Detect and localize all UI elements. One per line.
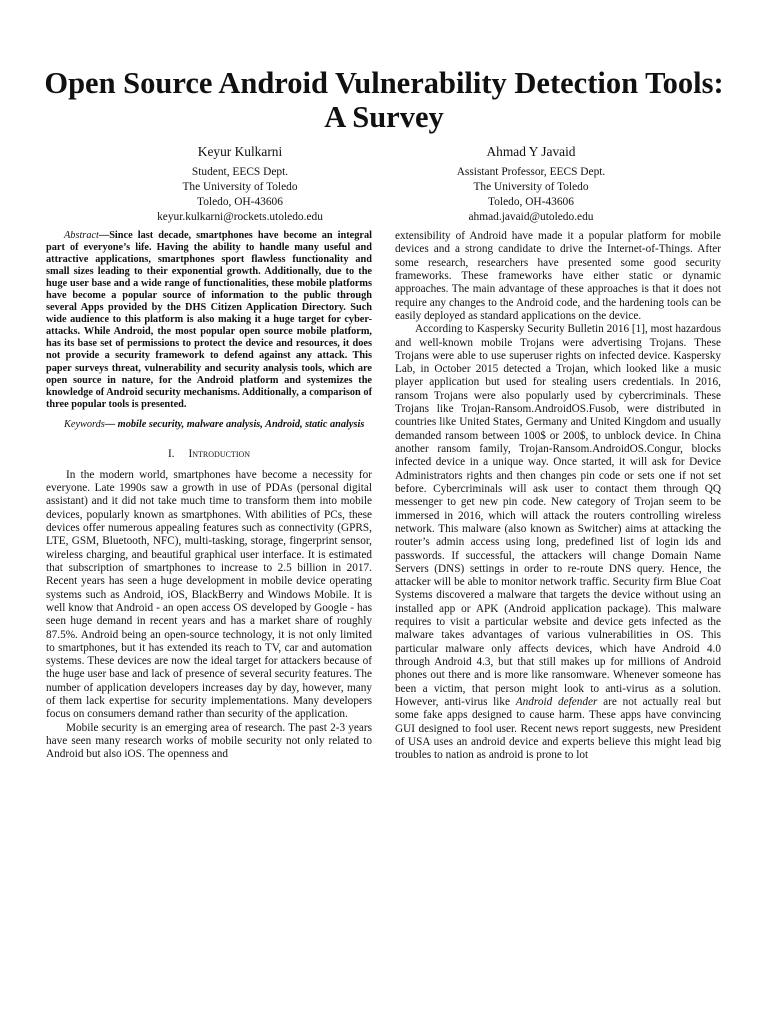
paper-title: Open Source Android Vulnerability Detection Tools: A Survey — [44, 66, 724, 134]
author-email: keyur.kulkarni@rockets.utoledo.edu — [157, 211, 323, 223]
author-affiliation: The University of Toledo — [182, 181, 298, 193]
body-paragraph: In the modern world, smartphones have become a necessity for everyone. Late 1990s saw a growth in use of PDAs (personal digital assistant) and it did not take much time to transform them into mobile devices, popularly known as smartphones. With abilities of PCs, these devices offer numerous appealing features such as connectivity (GPRS, LTE, GSM, Bluetooth, NFC), multi-tasking, storage, fingerprint sensor, wireless charging, and beautiful graphical user interface. It is estimated that subscription of smartphones to increase to 2.5 billion in 2017. Recent years has seen a huge development in mobile device operating systems such as Android, iOS, BlackBerry and Windows Mobile. It is well know that Android - an open access OS developed by Google - has seen huge demand in recent years and has a market share of roughly 87.5%. Android being an open-source technology, it is not only limited to smartphones, but it has extended its reach to TV, car and automation systems. These devices are now the ideal target for attackers because of the huge user base and lack of presence of several security features. The number of application developers increases day by day, however, many of them lack expertise for security implementations. Many developers focus on consumers demand rather than security of the application. — [46, 468, 372, 721]
keywords-lead: Keywords — [64, 418, 105, 430]
body-paragraph: Mobile security is an emerging area of research. The past 2-3 years have seen many research works of mobile security not only related to Android but also iOS. The openness and — [46, 721, 372, 761]
body-paragraph — [395, 323, 721, 762]
author-name: Keyur Kulkarni — [197, 144, 283, 159]
section-title: Introduction — [188, 447, 251, 460]
author-block-1 — [90, 143, 390, 225]
section-number: I. — [167, 447, 175, 460]
author-location: Toledo, OH-43606 — [488, 196, 574, 208]
right-column — [395, 230, 721, 763]
left-column — [46, 230, 372, 762]
abstract-text: —Since last decade, smartphones have become an integral part of everyone’s life. Having the ability to handle many useful and attractive applications, smartphones sport flawless functionality and small sizes leading to their exponential growth. Additionally, due to the huge user base and a wide range of functionalities, these mobile platforms have become a popular source of information to the public through several Apps provided by the DHS Citizen Application Directory. Such wide audience to this platform is also making it a huge target for cyber- attacks. While Android, the most popular open source mobile platform, has its base set of permissions to protect the device and resources, it does not provide a security framework to defend against any attack. This paper surveys threat, vulnerability and security analysis tools, which are open source in nature, for the Android platform and systemizes the knowledge of Android security mechanisms. Additionally, a comparison of three popular tools is presented. — [46, 230, 372, 410]
abstract-lead: Abstract — [64, 230, 99, 241]
keywords-text: — mobile security, malware analysis, Android, static analysis — [104, 418, 365, 430]
paragraph-text: are not actually real but some fake apps designed to cause harm. These apps have convincing GUI designed to fool user. Recent news report suggests, new President of USA uses an android device and experts believe this might lead big troubles to nation as android is prone to lot — [395, 695, 721, 762]
author-position: Assistant Professor, EECS Dept. — [456, 166, 606, 178]
author-name: Ahmad Y Javaid — [486, 144, 576, 159]
body-paragraph: extensibility of Android have made it a popular platform for mobile devices and a strong candidate to drive the Internet-of-Things. After some research, researchers have presented some good security frameworks. These frameworks have either static or dynamic approaches. The main advantage of these approaches is that it does not require any changes to the Android code, and the hardening tools can be easily deployed as standard applications on the device. — [395, 230, 721, 322]
author-position: Student, EECS Dept. — [191, 166, 289, 178]
emphasized-text: Android defender — [515, 695, 598, 708]
keywords — [46, 419, 372, 431]
author-affiliation: The University of Toledo — [473, 181, 589, 193]
author-email: ahmad.javaid@utoledo.edu — [468, 211, 594, 223]
section-heading — [46, 447, 372, 461]
paragraph-text: According to Kaspersky Security Bulletin 2016 [1], most hazardous and well-known mobile Trojans were advertising Trojans. These Trojans were able to use superuser rights on infected device. Kaspersky Lab, in October 2015 detected a Trojan, which looked like a music player application but used for stealing users credentials. In 2016, ransom Trojans were also popularly used by cybercriminals. These Trojans like Trojan-Ransom.AndroidOS.Fusob, were distributed in countries like United States, Germany and United Kingdom and usually demanded ransom between 100$ or 200$, to unblock device. In China another ransom family, Trojan-Ransom.AndroidOS.Congur, blocks infected device in a unique way. Once started, it will ask for Device Administrators rights and then changes pin code or sets one if not set before. Cybercriminals will ask user to contact them through QQ messenger to get new pin code. New category of Trojan seem to be immersed in 2016, which will attack the routers controlling wireless network. This malware (also known as Switcher) aims at attacking the router’s admin access using long, predefined list of login ids and passwords. If successful, the attackers will change Domain Name Servers (DNS) settings in order to re-route DNS query. Hence, the attacker will be able to monitor network traffic. Security firm Blue Coat Systems discovered a malware that targets the device without using an installed app or APK (Android application package). This malware requires to visit a particular website and device gets infected as the malware takes advantages of various vulnerabilities in OS. This particular malware only affects devices, which have Android 4.0 through Android 4.3, but that still makes up for millions of Android phones out there and is more like ransomware. Whenever someone has been a victim, that person might look to anti-virus as a solution. However, anti-virus like — [395, 323, 721, 708]
author-location: Toledo, OH-43606 — [197, 196, 283, 208]
abstract — [46, 230, 372, 411]
author-block-2 — [381, 143, 681, 225]
